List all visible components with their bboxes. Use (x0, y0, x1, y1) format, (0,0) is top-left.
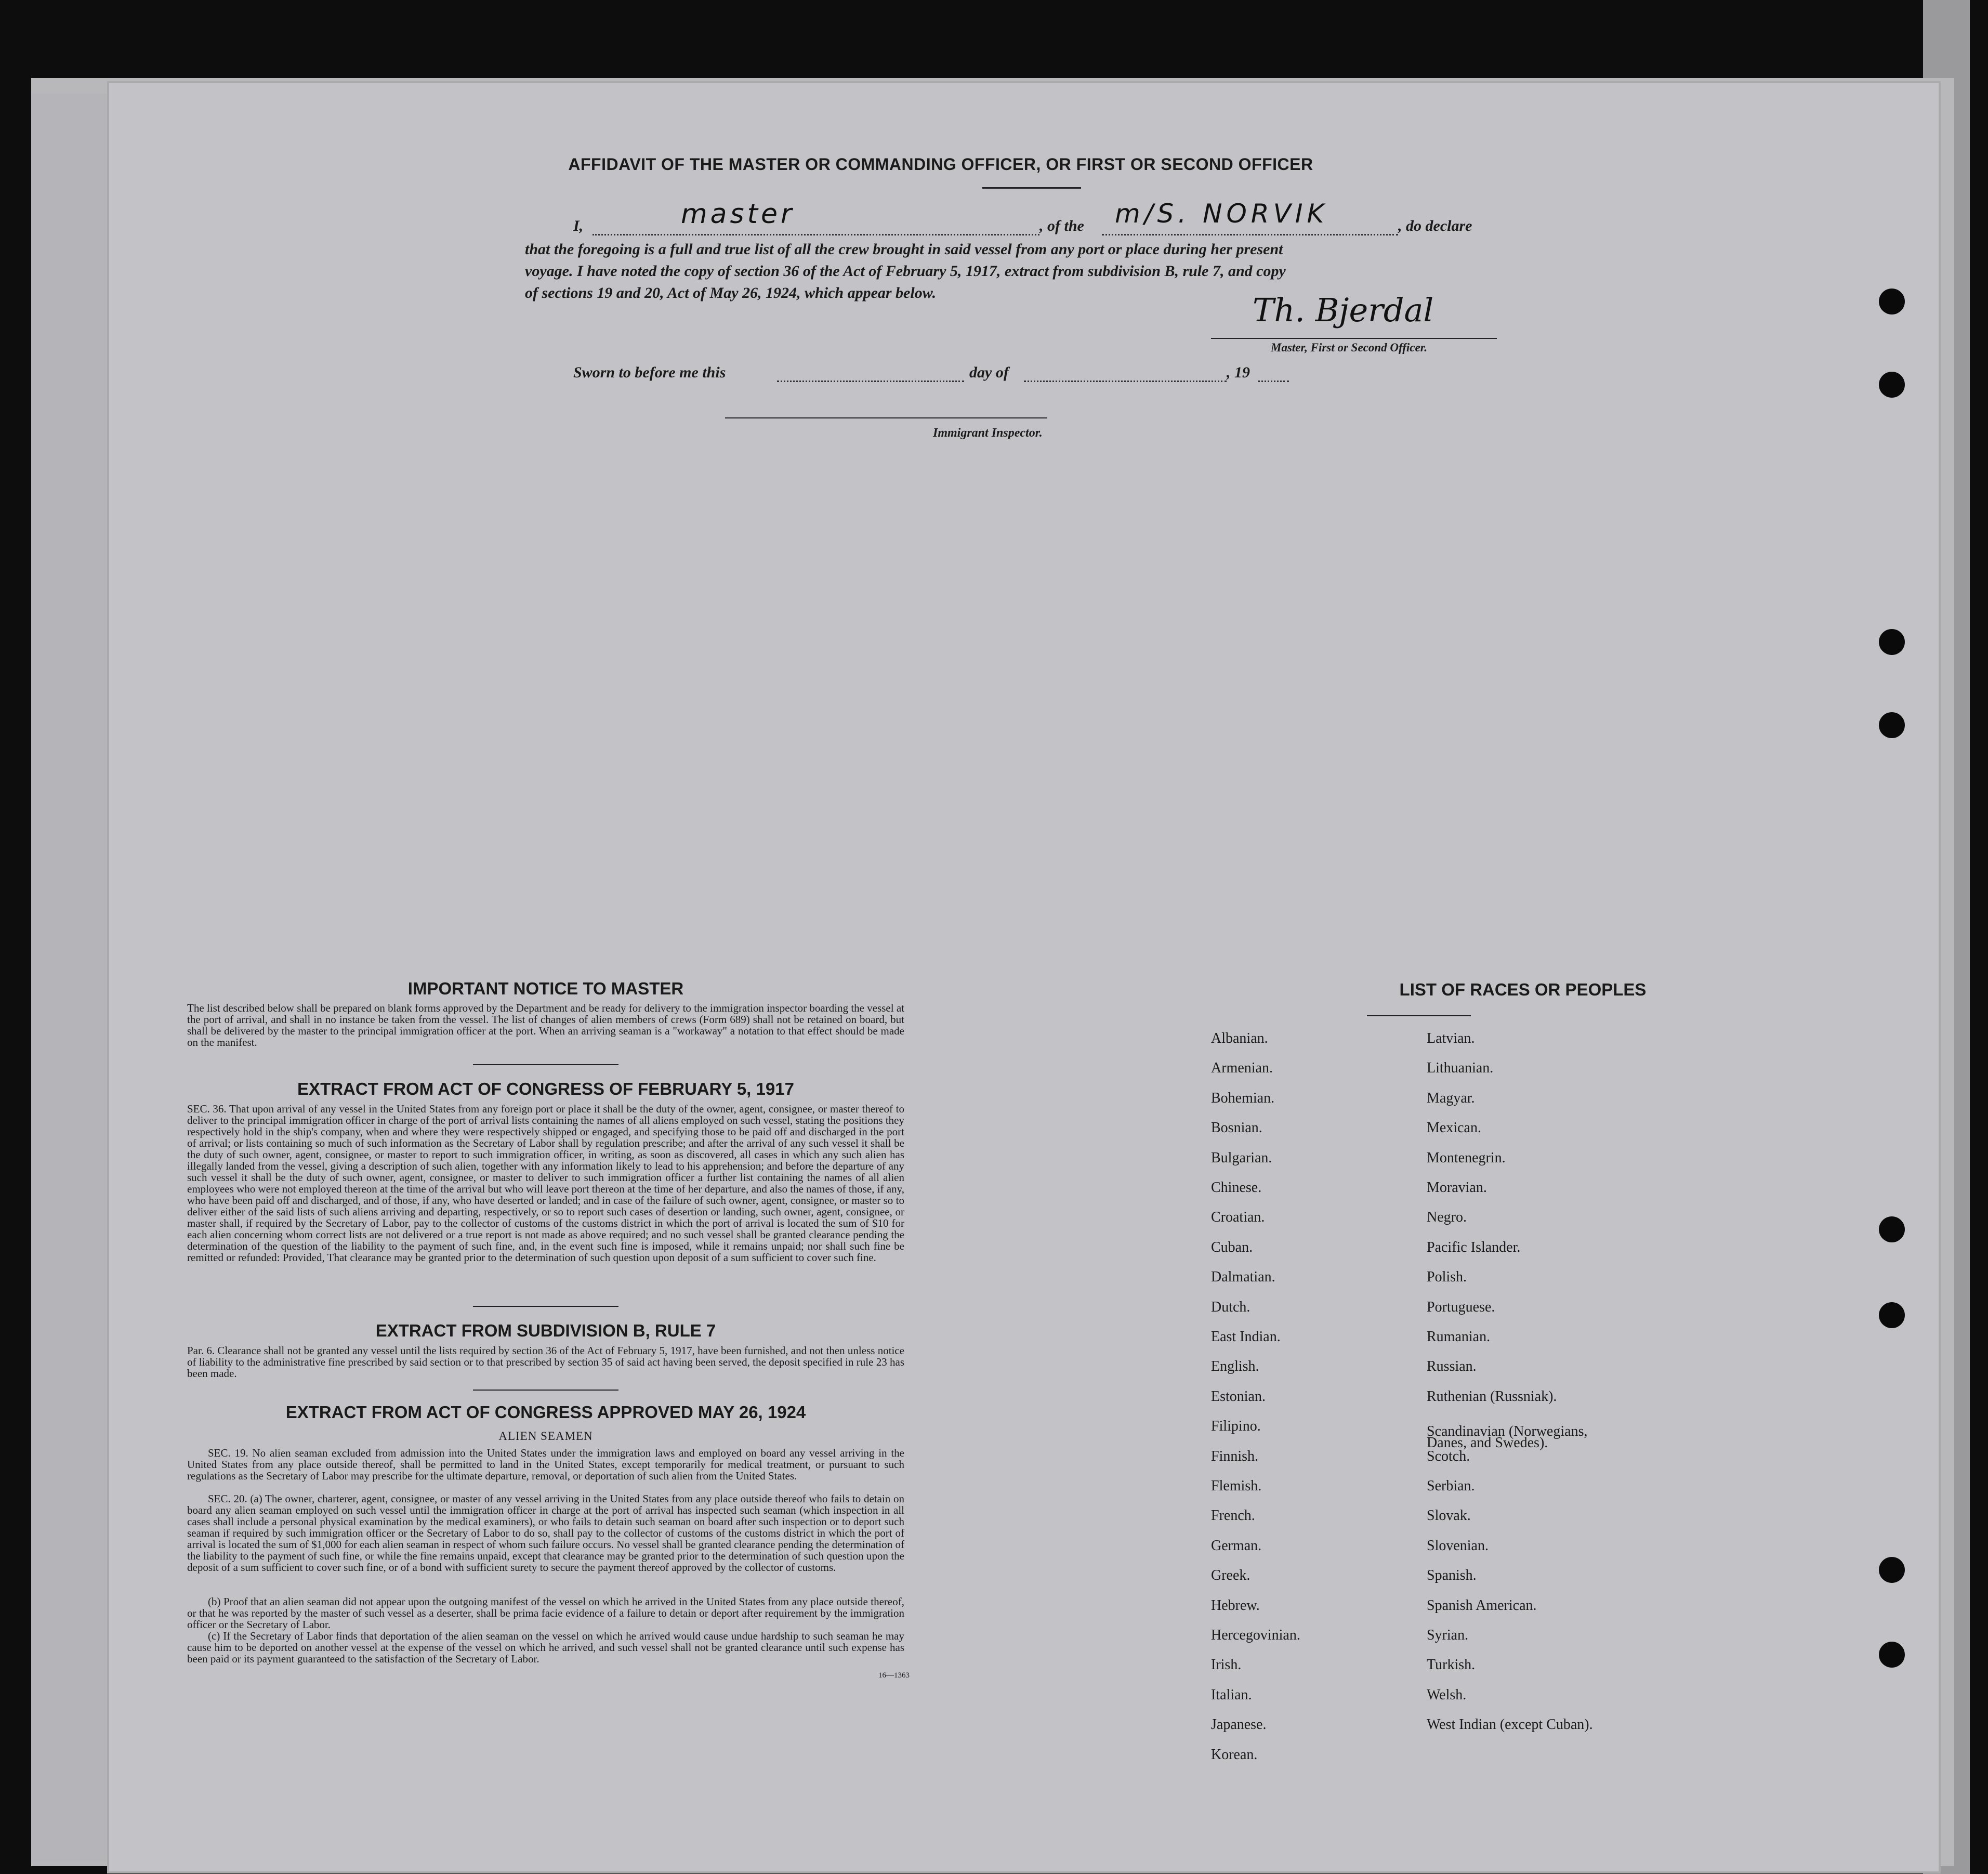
race-item: Estonian. (1211, 1388, 1266, 1405)
form-page (109, 83, 1939, 1871)
races-title-rule (1367, 1015, 1471, 1016)
races-title: LIST OF RACES OR PEOPLES (1399, 980, 1647, 999)
rank-handwritten: master (681, 199, 795, 230)
race-item: Cuban. (1211, 1239, 1253, 1255)
race-item: Scandinavian (Norwegians, (1427, 1423, 1588, 1440)
notice-rule (473, 1064, 618, 1065)
punch-hole (1879, 629, 1905, 655)
punch-hole (1879, 712, 1905, 738)
section-20a-text: SEC. 20. (a) The owner, charterer, agent, consignee, or master of any vessel arriving in the United States from any place outside thereof who fails to detain on board any alien seaman employed on such vessel until the immigration officer in charge at the port of arrival has inspected such seaman (which inspection in all cases shall include a personal physical examination by the medical examiners), or who fails to detain such seaman on board after such inspection or to deport such seaman if required by such immigration officer or the Secretary of Labor to do so, shall pay to the collector of customs of the customs district in which the port of arrival is located the sum of $1,000 for each alien seaman in respect of whom such failure occurs. No vessel shall be granted clearance pending the determination of the liability to the payment of such fine, or while the fine remains unpaid, except that clearance may be granted prior to the determination of such question upon the deposit of a sum sufficient to cover such fine, or of a bond with sufficient surety to secure the payment thereof approved by the collector of customs. (187, 1492, 904, 1574)
race-item: Spanish. (1427, 1567, 1477, 1584)
sworn-year-line (1258, 381, 1289, 382)
race-item: Welsh. (1427, 1686, 1467, 1703)
extract-1917-body: SEC. 36. That upon arrival of any vessel in the United States from any foreign port or place it shall be the duty of the owner, agent, consignee, or master thereof to deliver to the principal immigration officer in charge of the port of arrival lists containing the names of all aliens employed on such vessel, stating the positions they respectively hold in the ship's company, when and where they were respectively shipped or engaged, and specifying those to be paid off and discharged in the port of arrival; or lists containing so much of such information as the Secretary of Labor shall by regulation prescribe; and after the arrival of any such vessel it shall be the duty of such owner, agent, consignee, or master to report to such immigration officer, in writing, as soon as discovered, all cases in which any such alien has illegally landed from the vessel, giving a description of such alien, together with any information likely to lead to his apprehension; and before the departure of any such vessel it shall be the duty of such owner, agent, consignee, or master to deliver to such immigration officer a further list containing the names of all alien employees who were not employed thereon at the time of the arrival but who will leave port thereon at the time of her departure, and also the names of those, if any, who have been paid off and discharged, and of those, if any, who have deserted or landed; and in case of the failure of such owner, agent, consignee, or master so to deliver either of the said lists of such aliens arriving and departing, respectively, or so to report such cases of desertion or landing, such owner, agent, consignee, or master shall, if required by the Secretary of Labor, pay to the collector of customs of the customs district in which the port of arrival is located the sum of $10 for each alien concerning whom correct lists are not delivered or a true report is not made as above required; and no such vessel shall be granted clearance pending the determination of the question of the liability to the payment of such fine, and, in the event such fine is imposed, while it remains unpaid; nor shall such fine be remitted or refunded: Provided, That clearance may be granted prior to the determination of such question upon deposit of a sum sufficient to cover such fine. (187, 1103, 904, 1264)
master-signature: Th. Bjerdal (1253, 291, 1434, 329)
punch-hole (1879, 1557, 1905, 1583)
race-item: Hercegovinian. (1211, 1627, 1300, 1643)
race-item: Negro. (1427, 1209, 1467, 1226)
day-of-label: day of (969, 364, 1009, 381)
race-item: Albanian. (1211, 1030, 1268, 1046)
notice-title: IMPORTANT NOTICE TO MASTER (407, 979, 684, 998)
signature-line (1211, 338, 1497, 339)
race-item: Japanese. (1211, 1716, 1267, 1733)
race-item: Syrian. (1427, 1627, 1469, 1643)
race-item: Finnish. (1211, 1448, 1259, 1464)
race-item: Spanish American. (1427, 1597, 1537, 1614)
do-declare-label: , do declare (1398, 217, 1472, 234)
form-number: 16—1363 (878, 1671, 910, 1680)
race-item: Dutch. (1211, 1299, 1250, 1315)
vessel-handwritten: m/S. NORVIK (1115, 199, 1328, 229)
race-item: Korean. (1211, 1746, 1258, 1763)
section-20b-text: (b) Proof that an alien seaman did not appear upon the outgoing manifest of the vessel on which he arrived in the United States from any place outside thereof, or that he was reported by the master of such vessel as a deserter, shall be prima facie evidence of a failure to detain or deport after requirement by the immigration officer or the Secretary of Labor. (187, 1595, 904, 1631)
rule-7-title: EXTRACT FROM SUBDIVISION B, RULE 7 (375, 1321, 716, 1340)
race-item: Serbian. (1427, 1478, 1475, 1494)
sworn-label: Sworn to before me this (573, 364, 726, 381)
race-item: Moravian. (1427, 1180, 1487, 1196)
race-item: Irish. (1211, 1657, 1242, 1673)
race-item: Ruthenian (Russniak). (1427, 1388, 1557, 1405)
race-item: Polish. (1427, 1269, 1467, 1286)
race-item: Filipino. (1211, 1418, 1261, 1435)
race-item: Lithuanian. (1427, 1060, 1494, 1077)
signature-caption: Master, First or Second Officer. (1271, 341, 1428, 354)
race-item: Hebrew. (1211, 1597, 1260, 1614)
affidavit-title: AFFIDAVIT OF THE MASTER OR COMMANDING OFFICER, OR FIRST OR SECOND OFFICER (568, 155, 1313, 174)
race-item: West Indian (except Cuban). (1427, 1716, 1593, 1733)
race-item: French. (1211, 1508, 1255, 1524)
punch-hole (1879, 372, 1905, 398)
race-item: Russian. (1427, 1358, 1477, 1375)
race-item: Italian. (1211, 1686, 1252, 1703)
race-item: Flemish. (1211, 1478, 1262, 1494)
inspector-signature-line (725, 417, 1047, 418)
punch-hole (1879, 1216, 1905, 1242)
punch-hole (1879, 1642, 1905, 1668)
race-item: Slovak. (1427, 1508, 1471, 1524)
race-item: English. (1211, 1358, 1259, 1375)
race-item: Chinese. (1211, 1180, 1262, 1196)
race-item: Greek. (1211, 1567, 1250, 1584)
section-19-text: SEC. 19. No alien seaman excluded from admission into the United States under the immigration laws and employed on board any vessel arriving in the United States from any place outside thereof, shall be permitted to land in the United States, except temporarily for medical treatment, or pursuant to such regulations as the Secretary of Labor may prescribe for the ultimate departure, removal, or deportation of such alien from the United States. (187, 1447, 904, 1482)
alien-seamen-subtitle: ALIEN SEAMEN (498, 1430, 593, 1443)
race-item: Scotch. (1427, 1448, 1470, 1464)
race-item: East Indian. (1211, 1329, 1281, 1345)
race-item: Latvian. (1427, 1030, 1475, 1046)
punch-hole (1879, 289, 1905, 314)
extract-1917-rule (473, 1306, 618, 1307)
race-item: Rumanian. (1427, 1329, 1491, 1345)
race-item: Bohemian. (1211, 1090, 1275, 1106)
race-item: Danes, and Swedes). (1427, 1435, 1548, 1451)
race-item: Croatian. (1211, 1209, 1265, 1226)
vessel-field-line (1102, 234, 1398, 235)
race-item: Turkish. (1427, 1657, 1476, 1673)
race-item: Magyar. (1427, 1090, 1475, 1106)
affidavit-line-2: voyage. I have noted the copy of section 36 of the Act of February 5, 1917, extract from subdivision B, rule 7, and copy (525, 263, 1286, 280)
sworn-month-line (1024, 381, 1227, 382)
race-item: Dalmatian. (1211, 1269, 1275, 1286)
affidavit-line-3: of sections 19 and 20, Act of May 26, 1924, which appear below. (525, 284, 937, 302)
sworn-day-line (777, 381, 964, 382)
rule-7-body: Par. 6. Clearance shall not be granted any vessel until the lists required by section 36 of the Act of February 5, 1917, have been furnished, and not then unless notice of liability to the administrative fine prescribed by said section or to that prescribed by section 35 of said act having been served, the deposit specified in rule 23 has been made. (187, 1344, 904, 1380)
inspector-caption: Immigrant Inspector. (933, 426, 1043, 440)
affidavit-line-1: that the foregoing is a full and true list of all the crew brought in said vessel from any port or place during her present (525, 241, 1283, 258)
affidavit-title-rule (982, 187, 1081, 189)
race-item: Bosnian. (1211, 1120, 1262, 1136)
year-label: , 19 (1227, 364, 1250, 381)
race-item: Pacific Islander. (1427, 1239, 1521, 1255)
race-item: Bulgarian. (1211, 1149, 1272, 1166)
race-item: Montenegrin. (1427, 1149, 1506, 1166)
left-page-strip (31, 94, 111, 1861)
race-item: Slovenian. (1427, 1537, 1489, 1554)
of-the-label: , of the (1039, 217, 1084, 234)
rank-field-line (593, 234, 1039, 235)
race-item: Armenian. (1211, 1060, 1273, 1077)
rule-7-rule (473, 1390, 618, 1391)
extract-1917-title: EXTRACT FROM ACT OF CONGRESS OF FEBRUARY 5, 1917 (297, 1079, 794, 1098)
notice-body: The list described below shall be prepared on blank forms approved by the Department and be ready for delivery to the immigration inspector boarding the vessel at the port of arrival, and shall in no instance be taken from the vessel. The list of changes of alien members of crews (Form 689) shall not be retained on board, but shall be delivered by the master to the principal immigration officer at the port. When an arriving seaman is a "workaway" a notation to that effect should be made on the manifest. (187, 1002, 904, 1049)
race-item: Mexican. (1427, 1120, 1481, 1136)
race-item: German. (1211, 1537, 1262, 1554)
race-item: Portuguese. (1427, 1299, 1495, 1315)
section-20c-text: (c) If the Secretary of Labor finds that deportation of the alien seaman on the vessel on which he arrived would cause undue hardship to such seaman he may cause him to be deported on another vessel at the expense of the vessel on which he arrived, and such vessel shall not be granted clearance until such expense has been paid or its payment guaranteed to the satisfaction of the Secretary of Labor. (187, 1630, 904, 1665)
i-label: I, (573, 217, 584, 234)
punch-hole (1879, 1302, 1905, 1328)
extract-1924-title: EXTRACT FROM ACT OF CONGRESS APPROVED MAY 26, 1924 (285, 1403, 806, 1422)
